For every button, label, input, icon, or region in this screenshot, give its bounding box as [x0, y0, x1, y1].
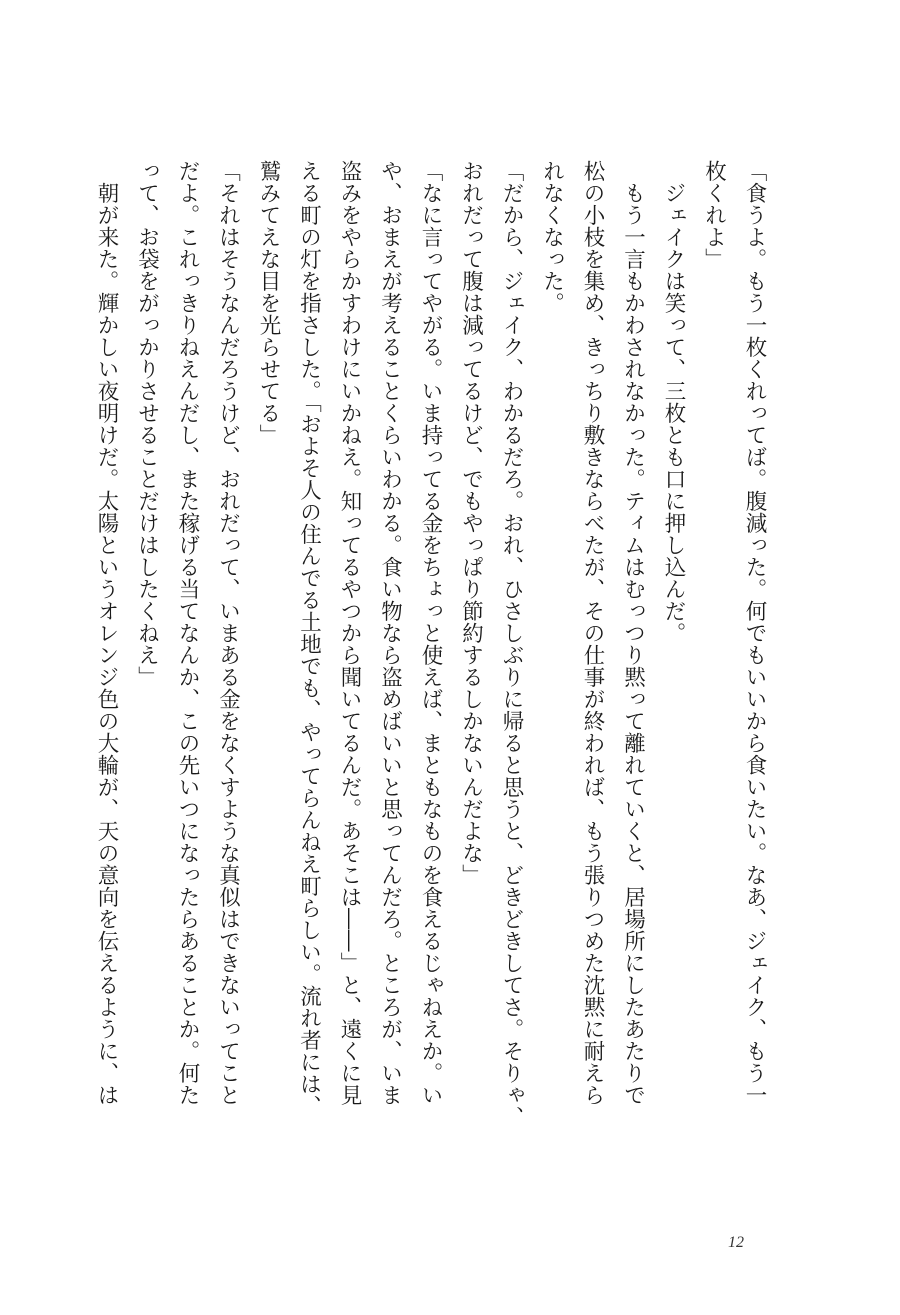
text-line: 「なに言ってやがる。いま持ってる金をちょっと使えば、まともなものを食えるじゃねえか。い: [418, 160, 443, 1106]
text-line: おれだって腹は減ってるけど、でもやっぱり節約するしかないんだよな」: [458, 160, 484, 886]
text-line: もう一言もかわされなかった。ティムはむっつり黙って離れていくと、居場所にしたあたりで: [620, 160, 646, 1106]
text-line: や、おまえが考えることくらいわかる。食い物なら盗めばいいと思ってんだろ。ところが、いま: [377, 160, 403, 1106]
text-line: 鷲みてえな目を光らせてる」: [256, 160, 281, 446]
text-line: ジェイクは笑って、三枚とも口に押し込んだ。: [661, 160, 686, 644]
text-line: れなくなった。: [539, 160, 565, 314]
text-line: 「だから、ジェイク、わかるだろ。おれ、ひさしぶりに帰ると思うと、どきどきしてさ。そりゃ、: [499, 160, 524, 1128]
text-line: 「食うよ。もう一枚くれってば。腹減った。何でもいいから食いたい。なあ、ジェイク、もう一: [742, 160, 767, 1106]
text-line: 松の小枝を集め、きっちり敷きならべたが、その仕事が終われば、もう張りつめた沈黙に耐えら: [580, 160, 605, 1106]
text-line: 枚くれよ」: [701, 160, 727, 270]
text-line: 朝が来た。輝かしい夜明けだ。太陽というオレンジ色の大輪が、天の意向を伝えるように、は: [94, 160, 119, 1106]
text-line: える町の灯を指さした。「およそ人の住んでる土地でも、やってらんねえ町らしい。流れ者には、: [296, 160, 322, 1118]
text-line: だよ。これっきりねえんだし、また稼げる当てなんか、この先いつになったらあることか。何た: [175, 160, 200, 1106]
page-number: 12: [728, 1234, 744, 1251]
text-line: 盗みをやらかすわけにいかねえ。知ってるやつから聞いてるんだ。あそこは――」と、遠くに見: [337, 160, 362, 1106]
text-line: 「それはそうなんだろうけど、おれだって、いまある金をなくすような真似はできないってこと: [215, 160, 241, 1106]
vertical-text-body: [94, 160, 774, 1140]
text-line: って、お袋をがっかりさせることだけはしたくねえ」: [134, 160, 160, 688]
